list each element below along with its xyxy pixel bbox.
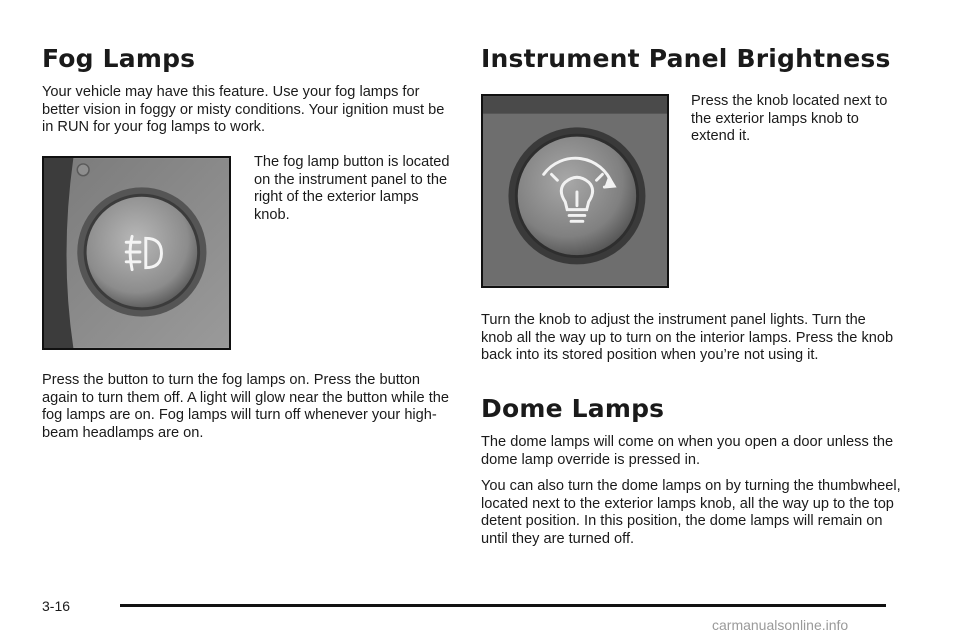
instrument-brightness-heading: Instrument Panel Brightness [481,44,891,73]
dome-lamps-heading: Dome Lamps [481,394,665,423]
fog-lamp-button-icon [44,158,229,348]
fog-lamp-button-photo [42,156,231,350]
page-number: 3-16 [42,598,71,614]
dome-lamps-p1: The dome lamps will come on when you open a door unless the dome lamp override is pressed in. [481,434,894,468]
instrument-brightness-knob-photo [481,94,669,288]
fog-lamps-intro: Your vehicle may have this feature. Use your fog lamps for better vision in foggy or misty conditions. Your ignition must be in RUN for your fog lamps to work. [42,84,445,136]
brightness-caption: Press the knob located next to the exterior lamps knob to extend it. [691,93,888,145]
dome-lamps-p2: You can also turn the dome lamps on by turning the thumbwheel, located next to the exterior lamps knob, all the way up to the top detent position. In this position, the dome lamps will remain on until they are turned off. [481,478,901,547]
watermark: carmanualsonline.info [712,617,849,633]
fog-lamp-caption: The fog lamp button is located on the instrument panel to the right of the exterior lamps knob. [254,154,450,223]
brightness-knob-icon [483,96,667,286]
brightness-body: Turn the knob to adjust the instrument panel lights. Turn the knob all the way up to turn on the interior lamps. Press the knob back into its stored position when you’re not using it. [481,312,894,364]
fog-lamps-body: Press the button to turn the fog lamps on. Press the button again to turn them off. A light will glow near the button while the fog lamps are on. Fog lamps will turn off whenever your high-beam headlamps are on. [42,372,449,441]
fog-lamps-heading: Fog Lamps [42,44,196,73]
footer-rule [120,604,886,607]
